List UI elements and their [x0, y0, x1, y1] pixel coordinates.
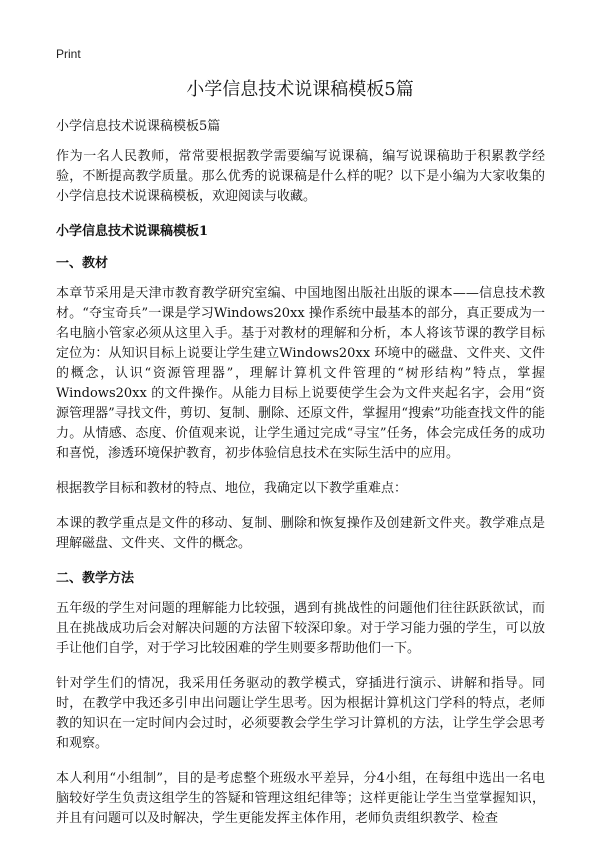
section-paragraph: 本人利用“小组制”，目的是考虑整个班级水平差异，分4小组，在每组中选出一名电脑较好学生负责这组学生的答疑和管理这组纪律等；这样更能让学生当堂掌握知识，并且有问题可以及时解决，学生更能发挥主体作用，老师负责组织教学、检查 [56, 771, 545, 826]
section-paragraph: 五年级的学生对问题的理解能力比较强，遇到有挑战性的问题他们往往跃跃欲试，而且在挑战成功后会对解决问题的方法留下较深印象。对于学习能力强的学生，可以放手让他们自学，对于学习比较困难的学生则要多帮助他们一下。 [56, 601, 545, 656]
section-paragraph: 根据教学目标和教材的特点、地位，我确定以下教学重难点： [56, 481, 408, 496]
section-paragraph: 本课的教学重点是文件的移动、复制、删除和恢复操作及创建新文件夹。教学难点是理解磁盘、文件夹、文件的概念。 [56, 516, 545, 551]
intro-paragraph: 作为一名人民教师，常常要根据教学需要编写说课稿，编写说课稿助于积累教学经验，不断提高教学质量。那么优秀的说课稿是什么样的呢？以下是小编为大家收集的小学信息技术说课稿模板，欢迎阅读与收藏。 [56, 149, 545, 204]
template-heading: 小学信息技术说课稿模板1 [56, 224, 209, 239]
section-paragraph: 针对学生们的情况，我采用任务驱动的教学模式，穿插进行演示、讲解和指导。同时，在教学中我还多引申出问题让学生思考。因为根据计算机这门学科的特点，老师教的知识在一定时间内会过时，必须要教会学生学习计算机的方法，让学生学会思考和观察。 [56, 676, 545, 751]
print-link[interactable]: Print [56, 47, 81, 61]
document-subtitle: 小学信息技术说课稿模板5篇 [56, 119, 221, 134]
section-paragraph: 本章节采用是天津市教育教学研究室编、中国地图出版社出版的课本——信息技术教材。“夺宝奇兵”一课是学习Windows20xx 操作系统中最基本的部分，真正要成为一名电脑小管家必须从这里入手。基于对教材的理解和分析，本人将该节课的教学目标定位为：从知识目标上说要让学生建立Windows20xx 环境中的磁盘、文件夹、文件的概念，认识“资源管理器”，理解计算机文件管理的“树形结构”特点，掌握Windows20xx 的文件操作。从能力目标上说要使学生会为文件夹起名字，会用“资源管理器”寻找文件，剪切、复制、删除、还原文件，掌握用“搜索”功能查找文件的能力。从情感、态度、价值观来说，让学生通过完成“寻宝”任务，体会完成任务的成功和喜悦，渗透环境保护教育，初步体验信息技术在实际生活中的应用。 [56, 286, 545, 461]
section-heading-textbook: 一、教材 [56, 256, 109, 271]
document-title: 小学信息技术说课稿模板5篇 [186, 79, 414, 100]
section-heading-methods: 二、教学方法 [56, 571, 135, 586]
document-body [56, 117, 545, 844]
